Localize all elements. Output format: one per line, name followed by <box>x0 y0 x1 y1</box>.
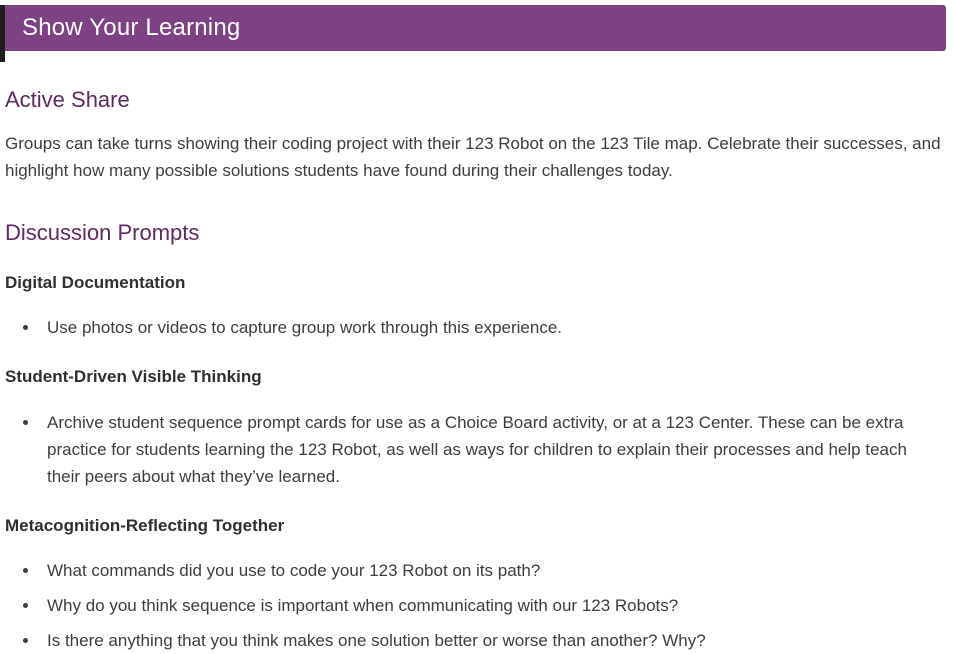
list-item: • Archive student sequence prompt cards for use as a Choice Board activity, or at a 123 Center. These can be extra practice for students learning the 123 Robot, as well as ways for children to explain their processes and help teach their peers about what they’ve learned. <box>40 409 943 490</box>
bullet-list-digital-documentation <box>5 314 943 341</box>
subheading-metacognition-reflecting-together: Metacognition-Reflecting Together <box>5 515 285 535</box>
section-header-bar <box>5 5 946 51</box>
header-accent-stripe <box>0 5 5 62</box>
active-share-paragraph: Groups can take turns showing their coding project with their 123 Robot on the 123 Tile map. Celebrate their successes, and highlight how many possible solutions students have found during their challenges today. <box>5 134 941 181</box>
subheading-student-driven-visible-thinking: Student-Driven Visible Thinking <box>5 367 262 387</box>
subheading-digital-documentation: Digital Documentation <box>5 272 186 292</box>
list-item: • What commands did you use to code your 123 Robot on its path? <box>40 557 943 584</box>
list-item: • Use photos or videos to capture group work through this experience. <box>40 314 943 341</box>
page-title: Show Your Learning <box>22 14 241 41</box>
page-content <box>0 87 955 654</box>
list-item: • Why do you think sequence is important when communicating with our 123 Robots? <box>40 592 943 619</box>
bullet-list-metacognition <box>5 557 943 654</box>
section-heading-active-share: Active Share <box>5 87 130 112</box>
section-heading-discussion-prompts: Discussion Prompts <box>5 220 200 246</box>
bullet-list-student-driven <box>5 409 943 490</box>
list-item: • Is there anything that you think makes one solution better or worse than another? Why? <box>40 627 943 654</box>
